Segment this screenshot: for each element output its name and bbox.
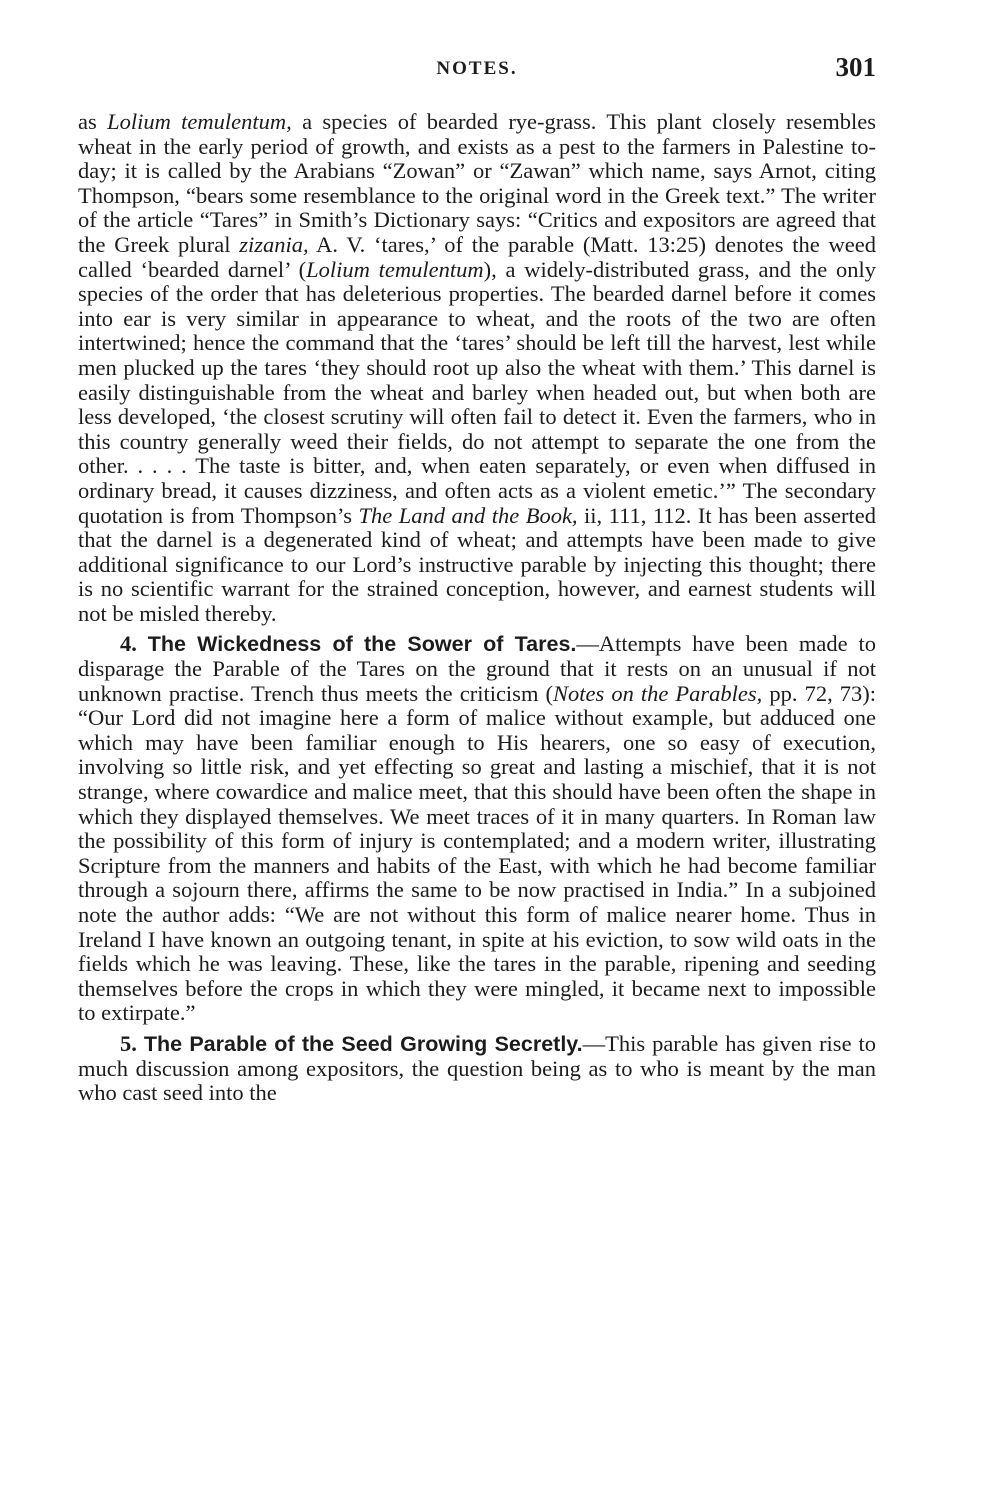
section-number: 4.: [120, 631, 137, 657]
text-run: pp. 72, 73): “Our Lord did not imagine here a form of malice without example, but adduced one which may have been familiar enough to His hearers, one so easy of execution, involving so little risk, and yet effecting so great and lasting a mischief, that it is not strange, where cowardice and malice meet, that this should have been often the shape in which they displayed themselves. We meet traces of it in many quarters. In Roman law the possibility of this form of injury is contemplated; and a modern writer, illustrating Scripture from the manners and habits of the East, with which he had become familiar through a sojourn there, affirms the same to be now practised in India.” In a subjoined note the author adds: “We are not without this form of malice nearer home. Thus in Ireland I have known an outgoing tenant, in spite at his eviction, to sow wild oats in the fields which he was leaving. These, like the tares in the parable, ripening and seeding themselves before the crops in which they were mingled, it became next to impossible to extirpate.”: [78, 680, 877, 1026]
page-number: 301: [835, 52, 876, 82]
italic-book-title: The Land and the Book,: [358, 502, 578, 528]
text-run: —This parable has given rise to much discussion among expositors, the question being as to who is meant by the man who cast seed into the: [78, 1030, 876, 1106]
section-4: [78, 632, 876, 1026]
text-run: ii, 111, 112. It has been asserted that the darnel is a degenerated kind of wheat; and attempts have been made to give additional significance to our Lord’s instructive parable by injecting this thought; there is no scientific warrant for the strained conception, however, and earnest students will not be misled thereby.: [78, 502, 876, 626]
text-run: a species of bearded rye-grass. This plant closely resembles wheat in the early period of growth, and exists as a pest to the farmers in Palestine to-day; it is called by the Arabians “Zowan” or “Zawan” which name, says Arnot, citing Thompson, “bears some resemblance to the original word in the Greek text.” The writer of the article “Tares” in Smith’s Dictionary says: “Critics and expositors are agreed that the Greek plural: [78, 109, 876, 257]
italic-term: zizania,: [239, 231, 309, 257]
section-5: [78, 1032, 876, 1106]
running-title: NOTES.: [436, 58, 518, 79]
section-number: 5.: [120, 1030, 137, 1056]
section-heading: The Parable of the Seed Growing Secretly.: [143, 1031, 583, 1056]
italic-term: Lolium temulentum,: [107, 109, 292, 134]
text-run: —Attempts have been made to disparage the Parable of the Tares on the ground that it rests on an unusual if not unknown practise. Trench thus meets the criticism (: [78, 631, 876, 706]
paragraph-continuation: [78, 110, 876, 626]
text-run: A. V. ‘tares,’ of the parable (Matt. 13:25) denotes the weed called ‘bearded darnel’ (: [78, 231, 876, 282]
section-heading: The Wickedness of the Sower of Tares.: [147, 632, 577, 657]
italic-term: Lolium temulentum: [306, 256, 484, 282]
running-head: [78, 52, 876, 92]
text-run: ), a widely-distributed grass, and the only species of the order that has deleterious properties. The bearded darnel before it comes into ear is very similar in appearance to wheat, and the roots of the two are often intertwined; hence the command that the ‘tares’ should be left till the harvest, lest while men plucked up the tares ‘they should root up also the wheat with them.’ This darnel is easily distinguishable from the wheat and barley when headed out, but when both are less developed, ‘the closest scrutiny will often fail to detect it. Even the farmers, who in this country generally weed their fields, do not attempt to separate the one from the other. . . . . The taste is bitter, and, when eaten separately, or even when diffused in ordinary bread, it causes dizziness, and often acts as a violent emetic.’” The secondary quotation is from Thompson’s: [78, 256, 876, 528]
page: [78, 52, 876, 1106]
body-text: [78, 110, 876, 1106]
text-run: as: [78, 109, 108, 134]
italic-book-title: Notes on the Parables,: [553, 680, 763, 706]
